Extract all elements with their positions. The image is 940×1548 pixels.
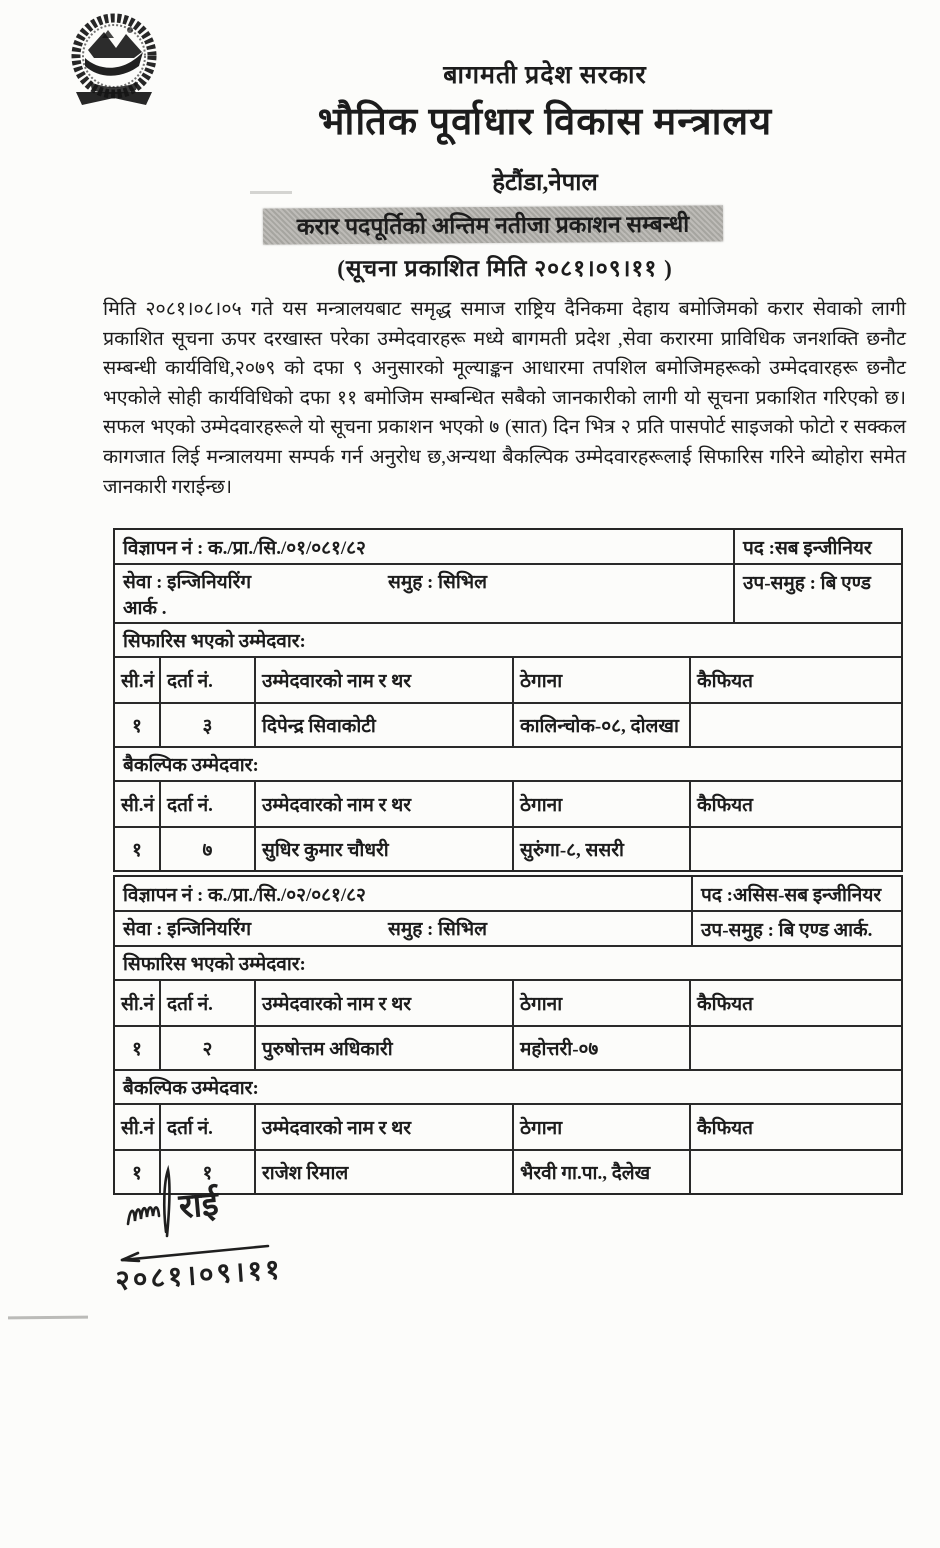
table-row [115,827,901,870]
table2-alternative-heading: बैकल्पिक उम्मेदवार: [115,1069,901,1105]
col-sn: सी.नं [115,981,160,1026]
signature-date: २०८१।०९।११ [114,1254,284,1297]
cell-reg: १ [160,1150,255,1193]
notice-body-paragraph: मिति २०८१।०८।०५ गते यस मन्त्रालयबाट समृद्ध समाज राष्ट्रिय दैनिकमा देहाय बमोजिमको करार सेवाको लागी प्रकाशित सूचना ऊपर दरखास्त परेका उम्मेदवारहरू मध्ये बागमती प्रदेश ,सेवा करारमा प्राविधिक जनशक्ति छनौट सम्बन्धी कार्यविधि,२०७९ को दफा ९ अनुसारको मूल्याङ्कन आधारमा तपशिल बमोजिमहरूको उम्मेदवारहरू छनौट भएकोले सोही कार्यविधिको दफा ११ बमोजिम सम्बन्धित सबैको जानकारीको लागी यो सूचना प्रकाशित गरिएको छ।सफल भएको उम्मेदवारहरूले यो सूचना प्रकाशन भएको ७ (सात) दिन भित्र २ प्रति पासपोर्ट साइजको फोटो र सक्कल कागजात लिई मन्त्रालयमा सम्पर्क गर्न अनुरोध छ,अन्यथा बैकल्पिक उम्मेदवारहरूलाई सिफारिस गरिने ब्योहोरा समेत जानकारी गराईन्छ। [103,299,906,498]
cell-sn: १ [115,827,160,870]
notice-title-banner: करार पदपूर्तिको अन्तिम नतीजा प्रकाशन सम्बन्धी [263,205,723,244]
result-table-advert-01 [113,528,903,872]
cell-remarks [690,703,901,746]
col-reg: दर्ता नं. [160,658,255,703]
cell-address: भैरवी गा.पा., दैलेख [513,1150,690,1193]
table1-meta-row-1 [115,530,901,565]
table2-meta-row-2 [115,912,901,947]
cell-name: सुधिर कुमार चौधरी [255,827,513,870]
table-header-row [115,658,901,703]
signature-block [108,1162,388,1302]
col-sn: सी.नं [115,782,160,827]
table1-recommended-table [115,658,901,746]
col-reg: दर्ता नं. [160,782,255,827]
table1-alternative-heading: बैकल्पिक उम्मेदवार: [115,746,901,782]
table2-service: सेवा : इन्जिनियरिंग [123,919,252,940]
cell-sn: १ [115,1150,160,1193]
table2-subgroup: उप-समुह : बि एण्ड आर्क. [691,912,901,945]
col-reg: दर्ता नं. [160,1105,255,1150]
cell-sn: १ [115,703,160,746]
signature-arrowhead [122,1253,139,1261]
col-remarks: कैफियत [690,782,901,827]
col-reg: दर्ता नं. [160,981,255,1026]
government-name: बागमती प्रदेश सरकार [443,62,647,89]
table1-advertisement-no: विज्ञापन नं : क./प्रा./सि./०१/०८१/८२ [123,538,366,559]
published-date-line: (सूचना प्रकाशित मिति २०८१।०९।११ ) [337,256,673,281]
table-header-row [115,782,901,827]
cell-remarks [690,1150,901,1193]
table1-subgroup-overflow: आर्क . [123,598,167,619]
table-row [115,1026,901,1069]
ministry-name: भौतिक पूर्वाधार विकास मन्त्रालय [317,101,773,143]
signature-scribble [128,1207,159,1224]
signature-stroke [164,1170,169,1236]
cell-remarks [690,1026,901,1069]
table1-alternative-table [115,782,901,870]
cell-name: राजेश रिमाल [255,1150,513,1193]
cell-sn: १ [115,1026,160,1069]
cell-remarks [690,827,901,870]
col-address: ठेगाना [513,658,690,703]
table1-group: समुह : सिभिल [388,572,488,593]
col-address: ठेगाना [513,1105,690,1150]
col-remarks: कैफियत [690,658,901,703]
col-name: उम्मेदवारको नाम र थर [255,658,513,703]
cell-address: महोत्तरी-०७ [513,1026,690,1069]
col-sn: सी.नं [115,1105,160,1150]
table-row [115,703,901,746]
col-name: उम्मेदवारको नाम र थर [255,782,513,827]
cell-address: सुरुंगा-८, ससरी [513,827,690,870]
cell-reg: ३ [160,703,255,746]
cell-reg: ७ [160,827,255,870]
table-header-row [115,1105,901,1150]
table2-meta-row-1 [115,877,901,912]
col-remarks: कैफियत [690,981,901,1026]
cell-name: पुरुषोत्तम अधिकारी [255,1026,513,1069]
table2-recommended-table [115,981,901,1069]
scan-artifact-line [8,1316,88,1320]
table2-post: पद :असिस-सब इन्जीनियर [691,877,901,910]
table2-advertisement-no: विज्ञापन नं : क./प्रा./सि./०२/०८१/८२ [123,885,366,906]
table1-recommended-heading: सिफारिस भएको उम्मेदवार: [115,624,901,658]
cell-name: दिपेन्द्र सिवाकोटी [255,703,513,746]
col-sn: सी.नं [115,658,160,703]
table1-service-group [115,565,733,622]
col-name: उम्मेदवारको नाम र थर [255,1105,513,1150]
table1-post: पद :सब इन्जीनियर [733,530,901,563]
cell-address: कालिन्चोक-०८, दोलखा [513,703,690,746]
col-remarks: कैफियत [690,1105,901,1150]
table1-subgroup: उप-समुह : बि एण्ड [733,565,901,622]
table2-group: समुह : सिभिल [388,919,488,940]
location-line: हेटौंडा,नेपाल [492,170,598,196]
col-address: ठेगाना [513,782,690,827]
table2-recommended-heading: सिफारिस भएको उम्मेदवार: [115,947,901,981]
signature-name: राई [177,1185,220,1226]
cell-reg: २ [160,1026,255,1069]
table-header-row [115,981,901,1026]
result-table-advert-02 [113,875,903,1195]
col-address: ठेगाना [513,981,690,1026]
col-name: उम्मेदवारको नाम र थर [255,981,513,1026]
table1-meta-row-2 [115,565,901,624]
table2-service-group [115,912,691,945]
table1-service: सेवा : इन्जिनियरिंग [123,572,252,593]
scan-artifact-dash [250,191,292,194]
